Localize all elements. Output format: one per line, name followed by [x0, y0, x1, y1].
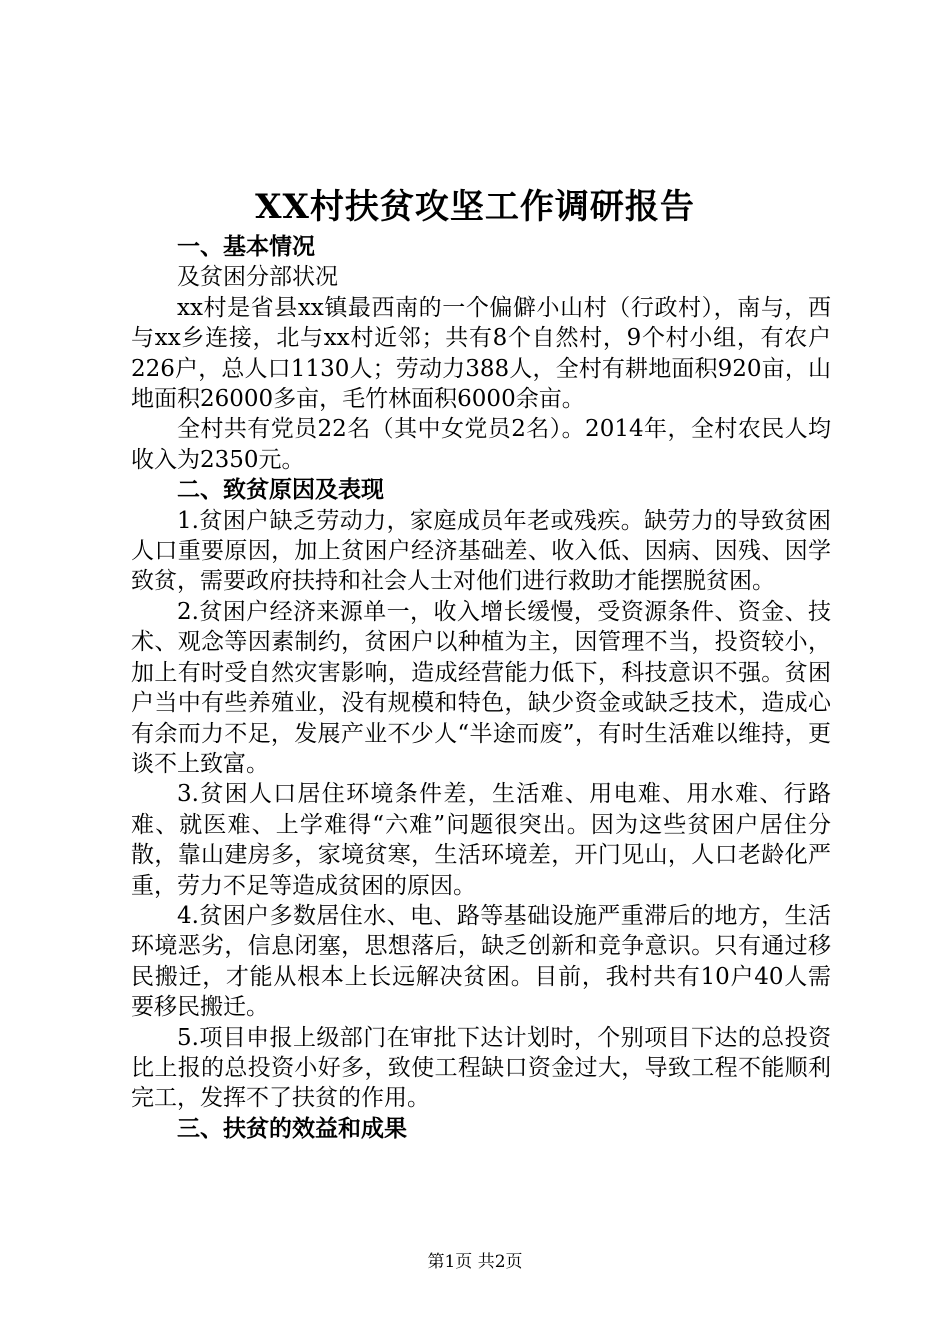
paragraph: 全村共有党员22名（其中女党员2名）。2014年，全村农民人均收入为2350元。 [131, 416, 831, 473]
paragraph: 5.项目申报上级部门在审批下达计划时，个别项目下达的总投资比上报的总投资小好多，致使工程缺口资金过大，导致工程不能顺利完工，发挥不了扶贫的作用。 [131, 1024, 831, 1112]
document-body [131, 232, 831, 1144]
section-heading: 二、致贫原因及表现 [177, 476, 384, 504]
page-number: 第1页 共2页 [427, 1252, 523, 1272]
section-heading: 一、基本情况 [177, 233, 315, 260]
paragraph: 2.贫困户经济来源单一，收入增长缓慢，受资源条件、资金、技术、观念等因素制约，贫困户以种植为主，因管理不当，投资较小，加上有时受自然灾害影响，造成经营能力低下，科技意识不强。贫困户当中有些养殖业，没有规模和特色，缺少资金或缺乏技术，造成心有余而力不足，发展产业不少人“半途而废”，有时生活难以维持，更谈不上致富。 [131, 598, 831, 777]
paragraph: 4.贫困户多数居住水、电、路等基础设施严重滞后的地方，生活环境恶劣，信息闭塞，思想落后，缺乏创新和竞争意识。只有通过移民搬迁，才能从根本上长远解决贫困。目前，我村共有10户40人需要移民搬迁。 [131, 902, 831, 1021]
document-title: XX村扶贫攻坚工作调研报告 [255, 187, 695, 227]
paragraph: xx村是省县xx镇最西南的一个偏僻小山村（行政村），南与，西与xx乡连接，北与xx村近邻；共有8个自然村，9个村小组，有农户226户，总人口1130人；劳动力388人，全村有耕地面积920亩，山地面积26000多亩，毛竹林面积6000余亩。 [131, 294, 831, 413]
paragraph: 1.贫困户缺乏劳动力，家庭成员年老或残疾。缺劳力的导致贫困人口重要原因，加上贫困户经济基础差、收入低、因病、因残、因学致贫，需要政府扶持和社会人士对他们进行救助才能摆脱贫困。 [131, 507, 831, 595]
paragraph: 3.贫困人口居住环境条件差，生活难、用电难、用水难、行路难、就医难、上学难得“六难”问题很突出。因为这些贫困户居住分散，靠山建房多，家境贫寒，生活环境差，开门见山，人口老龄化严重，劳力不足等造成贫困的原因。 [131, 781, 831, 899]
paragraph: 及贫困分部状况 [177, 264, 338, 291]
section-heading: 三、扶贫的效益和成果 [177, 1114, 407, 1142]
